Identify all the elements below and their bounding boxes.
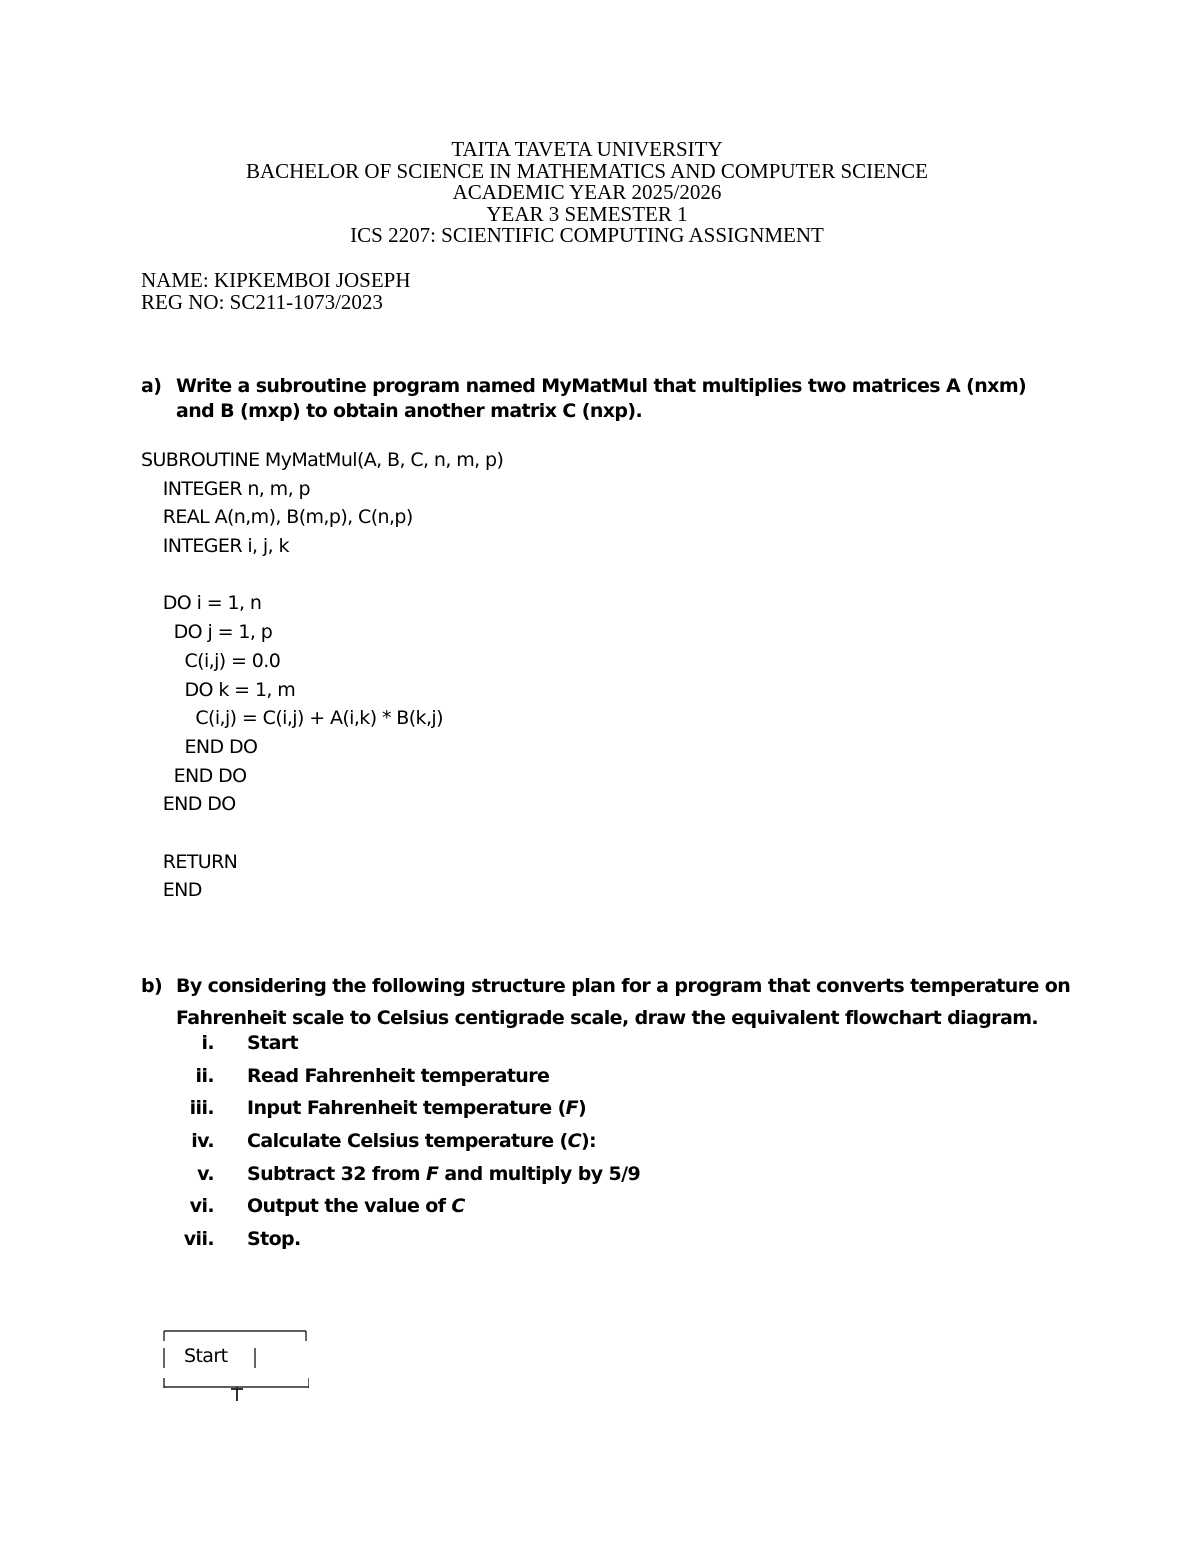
code-line: END DO — [141, 735, 258, 758]
question-a-marker: a) — [141, 375, 162, 397]
code-line: DO i = 1, n — [141, 592, 262, 615]
list-item-text — [247, 1097, 586, 1119]
list-item-text — [247, 1228, 301, 1250]
document-header — [0, 139, 1174, 247]
question-a-line-1: Write a subroutine program named MyMatMul that multiplies two matrices A (nxm) — [176, 375, 1027, 397]
list-item-variable: C — [567, 1130, 581, 1153]
list-item-number: ii. — [195, 1064, 214, 1087]
list-item-text-part: ): — [580, 1130, 597, 1153]
question-a-line-2: and B (mxp) to obtain another matrix C (nxp). — [176, 400, 643, 422]
list-item-text-part: Input Fahrenheit temperature ( — [247, 1097, 566, 1120]
code-line: C(i,j) = 0.0 — [141, 649, 281, 672]
list-item-text — [247, 1130, 596, 1152]
list-item-text — [247, 1195, 465, 1217]
list-item-text — [247, 1032, 298, 1054]
list-item-text — [247, 1163, 640, 1185]
list-item-number: i. — [201, 1032, 214, 1054]
question-a-text — [176, 374, 1026, 424]
flowchart-start-box — [163, 1330, 309, 1388]
list-item-variable: F — [565, 1097, 579, 1120]
code-line — [141, 819, 503, 848]
list-item-text — [247, 1065, 549, 1087]
code-line: END DO — [141, 793, 236, 816]
code-line — [141, 561, 503, 590]
code-line: DO j = 1, p — [141, 621, 273, 644]
list-item-text-part: Read Fahrenheit temperature — [247, 1064, 550, 1087]
code-line: REAL A(n,m), B(m,p), C(n,p) — [141, 506, 413, 529]
question-b-marker: b) — [141, 975, 163, 997]
list-item-variable: C — [451, 1195, 465, 1218]
list-item-text-part: Stop. — [247, 1228, 301, 1251]
university-title: TAITA TAVETA UNIVERSITY — [451, 137, 723, 161]
list-item-number: iv. — [191, 1130, 214, 1153]
year-semester: YEAR 3 SEMESTER 1 — [486, 201, 688, 226]
code-line: SUBROUTINE MyMatMul(A, B, C, n, m, p) — [141, 449, 504, 471]
code-line: END DO — [141, 764, 247, 787]
academic-year: ACADEMIC YEAR 2025/2026 — [452, 180, 722, 204]
student-reg-no: REG NO: SC211-1073/2023 — [141, 290, 383, 314]
course-title: ICS 2207: SCIENTIFIC COMPUTING ASSIGNMENT — [350, 223, 824, 247]
list-item-text-part: Output the value of — [247, 1195, 452, 1218]
code-line: INTEGER i, j, k — [141, 535, 289, 558]
code-line: C(i,j) = C(i,j) + A(i,k) * B(k,j) — [141, 707, 443, 730]
list-item-number: iii. — [189, 1097, 214, 1120]
student-info — [141, 269, 411, 313]
code-line: END — [141, 879, 202, 902]
flowchart-start-label: Start — [184, 1345, 228, 1367]
code-line: INTEGER n, m, p — [141, 477, 310, 500]
list-item-text-part: and multiply by 5/9 — [438, 1162, 641, 1185]
flowchart-connector-tee — [227, 1386, 247, 1406]
list-item-text-part: Subtract 32 from — [247, 1162, 427, 1185]
list-item-number: vi. — [189, 1195, 214, 1218]
program-title: BACHELOR OF SCIENCE IN MATHEMATICS AND COMPUTER SCIENCE — [246, 158, 928, 183]
question-b-line-2: Fahrenheit scale to Celsius centigrade scale, draw the equivalent flowchart diagram. — [176, 1007, 1039, 1029]
student-name: NAME: KIPKEMBOI JOSEPH — [141, 268, 411, 292]
list-item-variable: F — [426, 1162, 439, 1185]
code-block — [141, 446, 503, 905]
code-line: RETURN — [141, 850, 238, 873]
list-item-number: v. — [197, 1162, 214, 1185]
list-item-number: vii. — [183, 1228, 214, 1251]
list-item-text-part: Start — [247, 1032, 299, 1054]
code-line: DO k = 1, m — [141, 678, 296, 701]
list-item-text-part: ) — [578, 1097, 587, 1120]
question-b-text — [176, 970, 1070, 1034]
list-item-text-part: Calculate Celsius temperature ( — [247, 1130, 568, 1153]
question-b-line-1: By considering the following structure plan for a program that converts temperature on — [176, 975, 1071, 997]
